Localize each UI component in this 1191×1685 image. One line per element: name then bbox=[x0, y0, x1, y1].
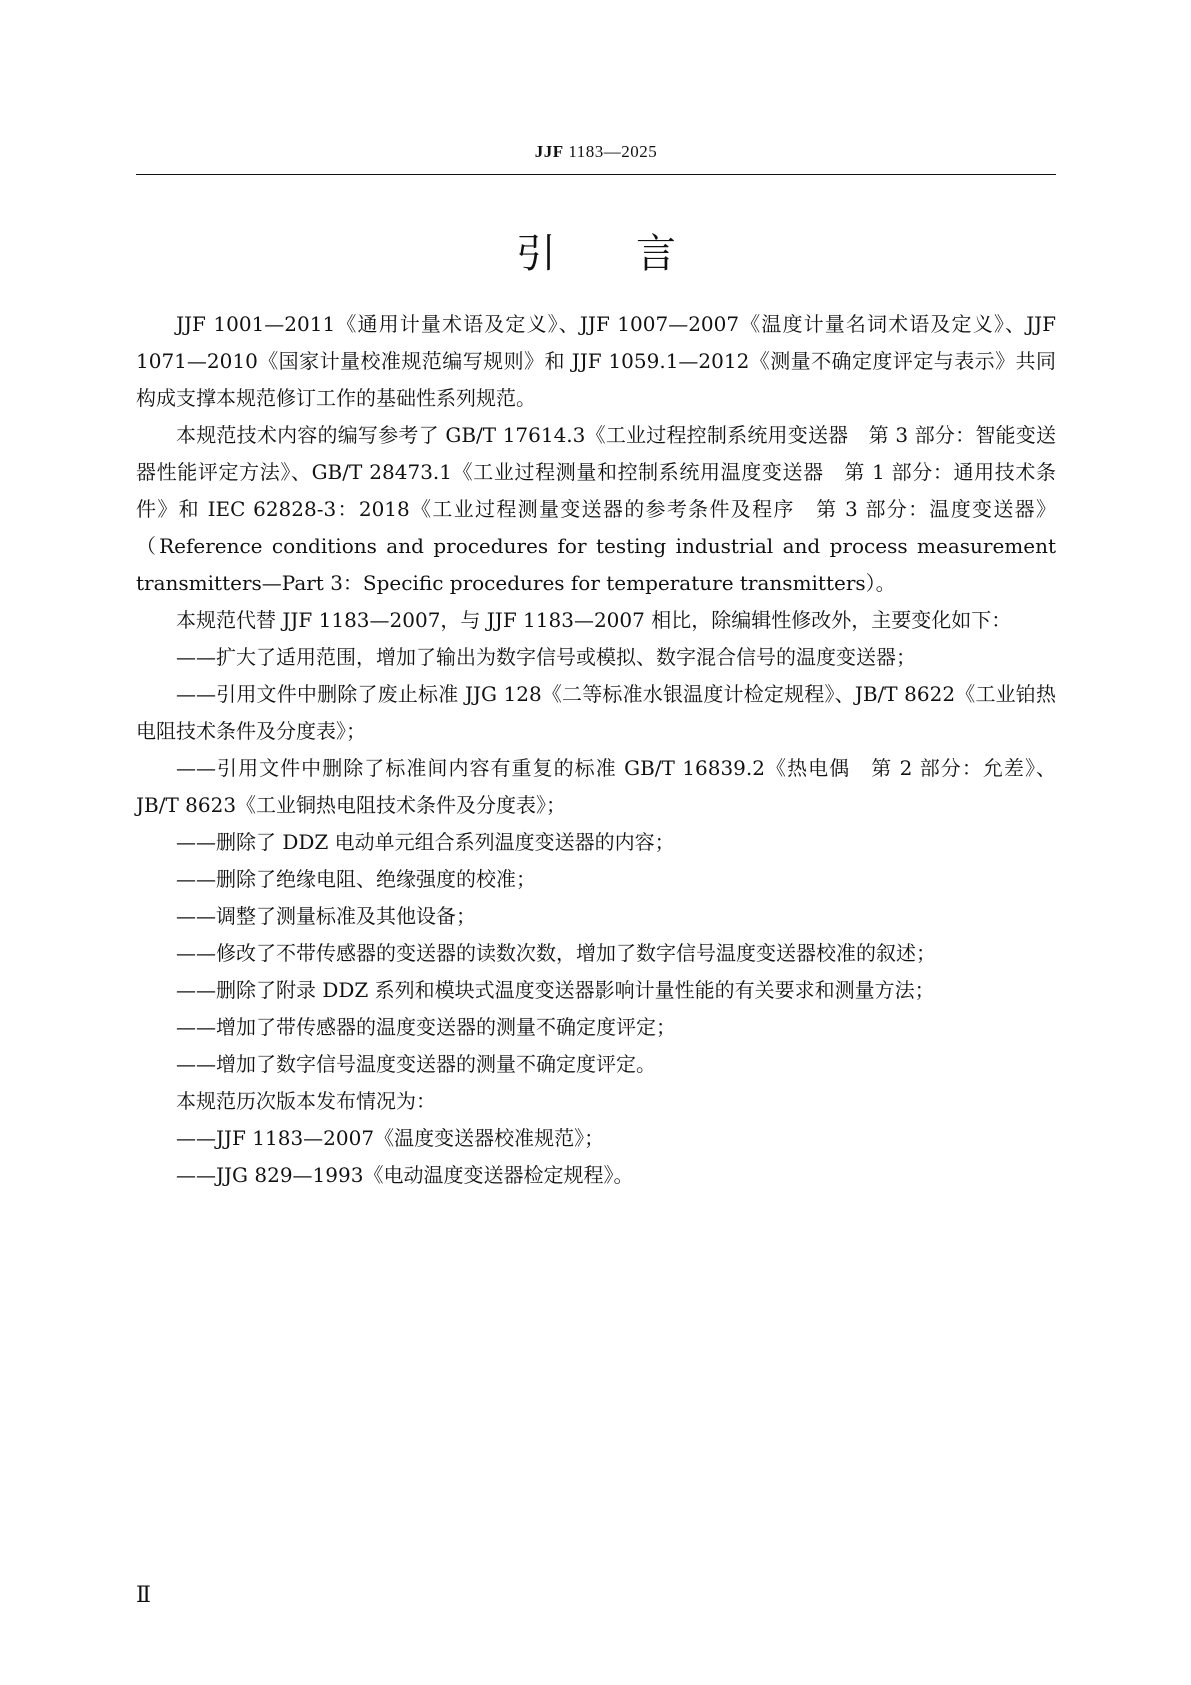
paragraph-history-intro: 本规范历次版本发布情况为： bbox=[176, 1089, 436, 1113]
history-item: ——JJG 829—1993《电动温度变送器检定规程》。 bbox=[176, 1163, 634, 1187]
history-item: ——JJF 1183—2007《温度变送器校准规范》； bbox=[176, 1126, 605, 1150]
change-item: ——增加了数字信号温度变送器的测量不确定度评定。 bbox=[176, 1052, 656, 1076]
page-title: 引言 bbox=[516, 231, 756, 277]
change-item: ——引用文件中删除了废止标准 JJG 128《二等标准水银温度计检定规程》、JB/T 8622《工业铂热电阻技术条件及分度表》； bbox=[136, 682, 1056, 743]
document-code-prefix: JJF bbox=[534, 142, 564, 161]
change-item: ——调整了测量标准及其他设备； bbox=[176, 904, 476, 928]
change-item: ——删除了 DDZ 电动单元组合系列温度变送器的内容； bbox=[176, 830, 675, 854]
document-code-number: 1183—2025 bbox=[563, 142, 658, 161]
change-item: ——扩大了适用范围，增加了输出为数字信号或模拟、数字混合信号的温度变送器； bbox=[176, 645, 916, 669]
paragraph-references: 本规范技术内容的编写参考了 GB/T 17614.3《工业过程控制系统用变送器 第 3 部分：智能变送器性能评定方法》、GB/T 28473.1《工业过程测量和控制系统用温度变送器 第 1 部分：通用技术条件》和 IEC 62828-3：2018《工业过程测量变送器的参考条件及程序 第 3 部分：温度变送器》（Reference conditions and procedures for testing industrial and process measurement transmitters—Part 3：Specific procedures for temperature transmitters）。 bbox=[136, 423, 1056, 595]
page-number: Ⅱ bbox=[136, 1582, 151, 1607]
header-rule bbox=[136, 174, 1056, 175]
paragraph-replacement: 本规范代替 JJF 1183—2007，与 JJF 1183—2007 相比，除编辑性修改外，主要变化如下： bbox=[176, 608, 1012, 632]
document-code-header bbox=[136, 142, 1056, 162]
change-item: ——删除了绝缘电阻、绝缘强度的校准； bbox=[176, 867, 536, 891]
change-item: ——删除了附录 DDZ 系列和模块式温度变送器影响计量性能的有关要求和测量方法； bbox=[176, 978, 935, 1002]
change-item: ——增加了带传感器的温度变送器的测量不确定度评定； bbox=[176, 1015, 676, 1039]
change-item: ——引用文件中删除了标准间内容有重复的标准 GB/T 16839.2《热电偶 第 2 部分：允差》、JB/T 8623《工业铜热电阻技术条件及分度表》； bbox=[136, 756, 1056, 817]
document-body bbox=[136, 306, 1056, 1194]
paragraph-normative-basis: JJF 1001—2011《通用计量术语及定义》、JJF 1007—2007《温度计量名词术语及定义》、JJF 1071—2010《国家计量校准规范编写规则》和 JJF 1059.1—2012《测量不确定度评定与表示》共同构成支撑本规范修订工作的基础性系列规范。 bbox=[136, 312, 1056, 410]
change-item: ——修改了不带传感器的变送器的读数次数，增加了数字信号温度变送器校准的叙述； bbox=[176, 941, 936, 965]
